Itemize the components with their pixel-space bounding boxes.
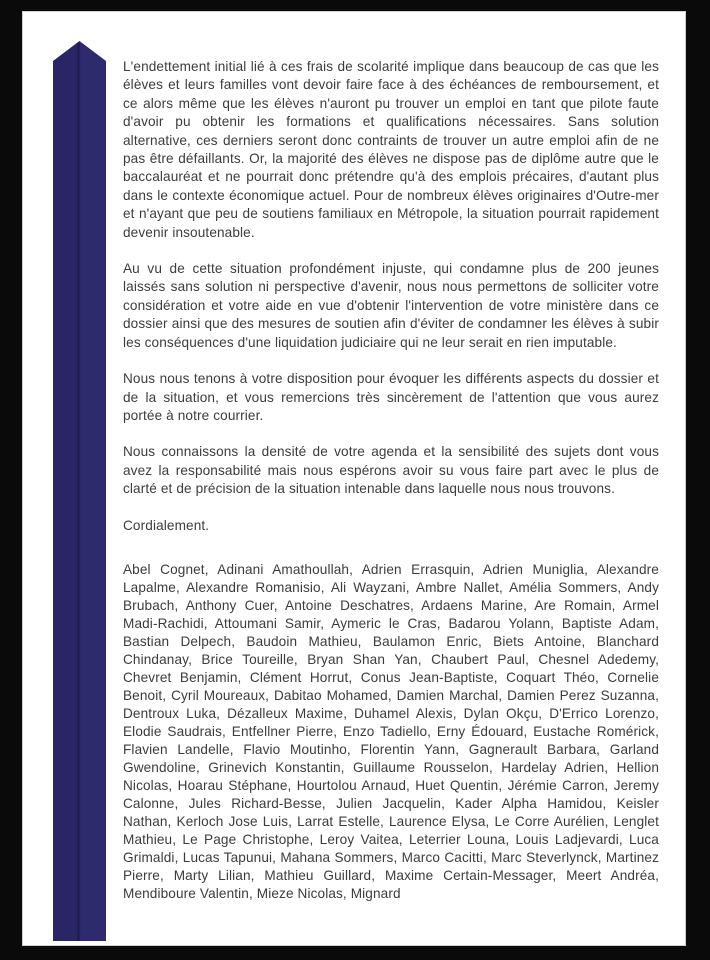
letter-paragraph-acknowledgement: Nous connaissons la densité de votre agenda et la sensibilité des sujets dont vous avez la responsabilité mais nous espérons avoir su vous faire part avec le plus de clarté et de précision de la situation intenable dans laquelle nous nous trouvons.	[123, 444, 659, 497]
letter-paragraph-debt: L'endettement initial lié à ces frais de scolarité implique dans beaucoup de cas que les élèves et leurs familles vont devoir faire face à des échéances de remboursement, et ce alors même que les élèves n'auront pu trouver un emploi en tant que pilote faute d'avoir pu obtenir les formations et qualifications nécessaires. Sans solution alternative, ces derniers seront donc contraints de trouver un autre emploi afin de ne pas être défaillants. Or, la majorité des élèves ne dispose pas de diplôme autre que le baccalauréat et ne pourrait donc prétendre qu'à des emplois précaires, d'autant plus dans le contexte économique actuel. Pour de nombreux élèves originaires d'Outre-mer et n'ayant que peu de soutiens familiaux en Métropole, la situation pourrait rapidement devenir insoutenable.	[123, 59, 659, 240]
signatories-list: Abel Cognet, Adinani Amathoullah, Adrien Errasquin, Adrien Muniglia, Alexandre Lapalme, Alexandre Romanisio, Ali Wayzani, Ambre Nallet, Amélia Sommers, Andy Brubach, Anthony Cuer, Antoine Deschatres, Ardaens Marine, Are Romain, Armel Madi-Rachidi, Attoumani Samir, Aymeric le Cras, Badarou Yolann, Baptiste Adam, Bastian Delpech, Baudoin Mathieu, Baulamon Enric, Biets Antoine, Blanchard Chindanay, Brice Toureille, Bryan Shan Yan, Chaubert Paul, Chesnel Adedemy, Chevret Benjamin, Clément Horrut, Conus Jean-Baptiste, Coquart Théo, Cornelie Benoit, Cyril Moureaux, Dabitao Mohamed, Damien Marchal, Damien Perez Suzanna, Dentroux Luka, Dézalleux Maxime, Duhamel Alexis, Dylan Okçu, D'Errico Lorenzo, Elodie Saudrais, Entfellner Pierre, Enzo Tadiello, Erny Édouard, Eustache Romérick, Flavien Landelle, Flavio Moutinho, Florentin Yann, Gagnerault Barbara, Garland Gwendoline, Grinevich Konstantin, Guillaume Rousselon, Hardelay Adrien, Hellion Nicolas, Hoarau Stéphane, Hourtolou Arnaud, Huet Quentin, Jérémie Carron, Jeremy Calonne, Jules Richard-Besse, Julien Jacquelin, Kader Alpha Hamidou, Keisler Nathan, Kerloch Jose Luis, Larrat Estelle, Laurence Elysa, Le Corre Aurélien, Lenglet Mathieu, Le Page Christophe, Leroy Vaitea, Leterrier Louna, Louis Ladjevardi, Luca Grimaldi, Lucas Tapunui, Mahana Sommers, Marco Cacitti, Marc Steverlynck, Martinez Pierre, Marty Lilian, Mathieu Guillard, Maxime Certain-Messager, Meert Andréa, Mendiboure Valentin, Mieze Nicolas, Mignard	[123, 561, 659, 901]
letter-body	[123, 58, 659, 903]
closing-salutation: Cordialement.	[123, 517, 210, 533]
letter-paragraph-availability: Nous nous tenons à votre disposition pour évoquer les différents aspects du dossier et de la situation, et vous remercions très sincèrement de l'attention que vous aurez portée à notre courrier.	[123, 371, 659, 423]
letter-paragraph-request: Au vu de cette situation profondément injuste, qui condamne plus de 200 jeunes laissés sans solution ni perspective d'avenir, nous nous permettons de solliciter votre considération et votre aide en vue d'obtenir l'intervention de votre ministère dans ce dossier ainsi que des mesures de soutien afin d'éviter de condamner les élèves à subir les conséquences d'une liquidation judiciaire qui ne leur serait en rien imputable.	[123, 261, 659, 350]
vertical-ribbon-banner	[53, 41, 106, 941]
letter-page	[22, 11, 686, 946]
